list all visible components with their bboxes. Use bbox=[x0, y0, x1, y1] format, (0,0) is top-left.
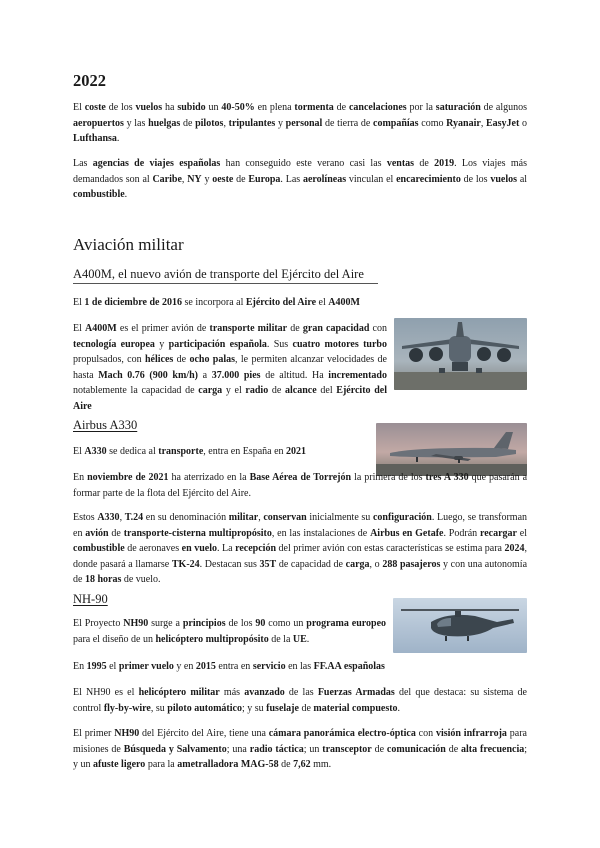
text: de aeronaves bbox=[124, 543, 182, 555]
text: , en las instalaciones de bbox=[271, 527, 371, 539]
bold-text: 1 de diciembre de 2016 bbox=[84, 297, 182, 308]
bold-text: helicóptero multipropósito bbox=[155, 633, 269, 645]
text: de los bbox=[225, 618, 256, 629]
text: de bbox=[173, 354, 190, 366]
bold-text: piloto automático bbox=[167, 702, 242, 714]
text: ha bbox=[162, 102, 178, 113]
text: y bbox=[154, 338, 169, 350]
bold-text: militar bbox=[228, 512, 259, 523]
bold-text: 18 horas bbox=[84, 574, 122, 586]
bold-text: 288 pasajeros bbox=[382, 558, 441, 570]
bold-text: 40-50% bbox=[221, 102, 255, 113]
bold-text: A330 bbox=[84, 446, 107, 457]
section-heading-aviacion-militar: Aviación militar bbox=[73, 235, 184, 254]
text: , bbox=[181, 173, 188, 185]
bold-text: recepción bbox=[235, 543, 277, 555]
bold-text: Ryanair bbox=[446, 117, 481, 129]
text: , donde pasará a llamarse bbox=[73, 543, 528, 570]
text: el bbox=[316, 297, 329, 308]
text: al bbox=[517, 173, 528, 185]
text: . bbox=[116, 133, 120, 145]
bold-text: EasyJet bbox=[486, 117, 520, 129]
bold-text: vuelos bbox=[135, 102, 163, 113]
bold-text: afuste ligero bbox=[93, 759, 146, 771]
bold-text: comunicación bbox=[386, 743, 446, 755]
nh90-photo bbox=[393, 598, 527, 653]
text: de bbox=[287, 323, 303, 334]
bold-text: 7,62 bbox=[293, 759, 311, 771]
bold-text: primer vuelo bbox=[118, 661, 174, 672]
bold-text: Caribe bbox=[152, 173, 182, 185]
text: de bbox=[298, 702, 314, 714]
text: . Podrán bbox=[443, 527, 480, 539]
a400m-heading-underline bbox=[73, 283, 378, 284]
bold-text: huelgas bbox=[148, 117, 181, 129]
a330-torrejon-paragraph bbox=[73, 470, 527, 501]
text: del que destaca: su sistema de control bbox=[73, 687, 527, 714]
text: , bbox=[480, 117, 486, 129]
text: como bbox=[418, 117, 447, 129]
paragraph-travel-agencies bbox=[73, 156, 527, 203]
bold-text: Airbus en Getafe bbox=[370, 527, 444, 539]
text: un bbox=[205, 102, 222, 113]
text: , bbox=[119, 512, 125, 523]
text: y con una autonomía de bbox=[73, 558, 528, 586]
bold-text: principios bbox=[182, 618, 226, 629]
bold-text: Fuerzas Armadas bbox=[317, 687, 395, 698]
bold-text: FF.AA españolas bbox=[313, 661, 385, 672]
text: . La bbox=[216, 543, 236, 555]
bold-text: subido bbox=[177, 102, 206, 113]
text: por la bbox=[406, 102, 436, 113]
nh90-features-paragraph bbox=[73, 685, 527, 716]
text: de vuelo. bbox=[121, 574, 161, 586]
text: se dedica al bbox=[106, 446, 159, 457]
text: ha aterrizado en la bbox=[168, 472, 250, 483]
bold-text: Ejército del Aire bbox=[245, 297, 317, 308]
bold-text: cancelaciones bbox=[348, 102, 407, 113]
nh90-project-paragraph bbox=[73, 616, 386, 647]
text: el bbox=[106, 661, 119, 672]
text: se incorpora al bbox=[181, 297, 246, 308]
a400m-description-paragraph bbox=[73, 321, 387, 415]
a330-conversion-paragraph bbox=[73, 510, 527, 588]
bold-text: NH90 bbox=[123, 618, 149, 629]
text: a bbox=[197, 369, 212, 381]
text: para la bbox=[145, 759, 178, 771]
bold-text: incrementado bbox=[328, 369, 387, 381]
text: de bbox=[233, 173, 249, 185]
bold-text: fly-by-wire bbox=[103, 702, 151, 714]
bold-text: alcance bbox=[285, 385, 317, 397]
text: ; un bbox=[303, 743, 323, 755]
bold-text: agencias de viajes españolas bbox=[92, 158, 221, 169]
paragraph-flight-costes bbox=[73, 100, 527, 147]
bold-text: TK-24 bbox=[171, 558, 200, 570]
bold-text: tormenta bbox=[294, 102, 334, 113]
text: de bbox=[268, 385, 286, 397]
bold-text: Europa bbox=[248, 173, 281, 185]
bold-text: 2024 bbox=[504, 543, 525, 555]
text: de bbox=[371, 743, 387, 755]
bold-text: aeropuertos bbox=[73, 117, 124, 129]
text: de los bbox=[105, 102, 136, 113]
text: es el primer avión de bbox=[116, 323, 210, 334]
text: . Las bbox=[280, 173, 303, 185]
bold-text: Mach 0.76 (900 km/h) bbox=[98, 369, 198, 381]
bold-text: NY bbox=[187, 173, 202, 185]
text: , entra en España en bbox=[203, 446, 287, 457]
bold-text: 1995 bbox=[86, 661, 107, 672]
bold-text: cámara panorámica electro-óptica bbox=[268, 728, 416, 739]
bold-text: hélices bbox=[144, 354, 174, 366]
a400m-heading: A400M, el nuevo avión de transporte del Ejército del Aire bbox=[73, 267, 364, 281]
text: del Ejército del Aire, tiene una bbox=[139, 728, 269, 739]
text: para el diseño de un bbox=[73, 633, 156, 645]
text: de bbox=[445, 743, 462, 755]
text: ; y un bbox=[73, 743, 528, 771]
text: El bbox=[73, 446, 85, 457]
bold-text: Base Aérea de Torrejón bbox=[249, 472, 352, 483]
text: propulsados, con bbox=[73, 354, 145, 366]
text: de capacidad de bbox=[276, 558, 346, 570]
bold-text: avanzado bbox=[244, 687, 285, 698]
bold-text: compañías bbox=[373, 117, 419, 129]
text: de la bbox=[268, 633, 293, 645]
nh90-heading: NH-90 bbox=[73, 592, 108, 606]
bold-text: carga bbox=[345, 558, 370, 570]
bold-text: transceptor bbox=[322, 743, 372, 755]
bold-text: 2015 bbox=[195, 661, 216, 672]
bold-text: Lufthansa bbox=[73, 133, 117, 145]
bold-text: NH90 bbox=[114, 728, 140, 739]
a400m-intro-paragraph bbox=[73, 295, 527, 311]
text: , o bbox=[369, 558, 383, 570]
bold-text: 90 bbox=[255, 618, 266, 629]
bold-text: transporte bbox=[158, 446, 204, 457]
text: y bbox=[275, 117, 286, 129]
bold-text: aerolíneas bbox=[302, 173, 347, 185]
bold-text: transporte militar bbox=[209, 323, 288, 334]
bold-text: encarecimiento bbox=[396, 173, 461, 185]
text: como un bbox=[265, 618, 307, 629]
bold-text: 35T bbox=[259, 558, 277, 570]
bold-text: pilotos bbox=[195, 117, 224, 129]
text: en plena bbox=[254, 102, 295, 113]
text: de los bbox=[460, 173, 491, 185]
text: de bbox=[108, 527, 124, 539]
bold-text: tripulantes bbox=[228, 117, 276, 129]
text: de algunos bbox=[480, 102, 528, 113]
text: en las bbox=[285, 661, 314, 672]
bold-text: visión infrarroja bbox=[435, 728, 507, 739]
text: la primera de los bbox=[351, 472, 426, 483]
bold-text: avión bbox=[85, 527, 109, 539]
bold-text: oeste bbox=[212, 173, 234, 185]
text: El primer bbox=[73, 728, 115, 739]
text: El bbox=[73, 323, 86, 334]
text: de altitud. Ha bbox=[260, 369, 329, 381]
nh90-equipment-paragraph bbox=[73, 726, 527, 773]
a400m-photo bbox=[394, 318, 527, 390]
text: ; una bbox=[226, 743, 250, 755]
bold-text: combustible bbox=[73, 189, 125, 201]
nh90-first-flight-paragraph bbox=[73, 659, 527, 675]
text: que pasarán a formar parte de la flota del Ejército del Aire. bbox=[73, 472, 528, 499]
text: , le permiten alcanzar velocidades de hasta bbox=[73, 354, 387, 381]
text: de bbox=[333, 102, 349, 113]
bold-text: participación española bbox=[168, 338, 267, 350]
text: del bbox=[316, 385, 337, 397]
text: para misiones de bbox=[73, 728, 527, 755]
text: más bbox=[219, 687, 245, 698]
text: , bbox=[258, 512, 264, 523]
text: . Destacan sus bbox=[199, 558, 260, 570]
text: en su denominación bbox=[143, 512, 229, 523]
text: el bbox=[516, 527, 527, 539]
bold-text: T.24 bbox=[124, 512, 144, 523]
text: entra en bbox=[215, 661, 253, 672]
bold-text: material compuesto bbox=[313, 702, 398, 714]
text: notablemente la capacidad de bbox=[73, 385, 199, 397]
bold-text: transporte-cisterna multipropósito bbox=[123, 527, 272, 539]
bold-text: UE bbox=[292, 633, 307, 645]
bold-text: ocho palas bbox=[189, 354, 236, 366]
bold-text: personal bbox=[285, 117, 323, 129]
text: . bbox=[306, 633, 310, 645]
text: mm. bbox=[310, 759, 332, 771]
bold-text: tecnología europea bbox=[73, 338, 155, 350]
text: y el bbox=[222, 385, 246, 397]
text: . Sus bbox=[266, 338, 293, 350]
text: , bbox=[223, 117, 229, 129]
text: El bbox=[73, 297, 85, 308]
text: y en bbox=[173, 661, 196, 672]
a400m-aircraft-image bbox=[394, 318, 527, 390]
text: del primer avión con estas características se estima para bbox=[276, 543, 505, 555]
text: de las bbox=[284, 687, 318, 698]
bold-text: vuelos bbox=[490, 173, 518, 185]
bold-text: 37.000 pies bbox=[211, 369, 261, 381]
bold-text: conservan bbox=[263, 512, 307, 523]
bold-text: configuración bbox=[372, 512, 432, 523]
text: . Los viajes más demandados son al bbox=[73, 158, 527, 185]
bold-text: alta frecuencia bbox=[461, 743, 525, 755]
text: con bbox=[415, 728, 436, 739]
text: y las bbox=[123, 117, 149, 129]
text: . Luego, se transforman en bbox=[73, 512, 528, 539]
bold-text: ametralladora MAG-58 bbox=[177, 759, 279, 771]
text: de tierra de bbox=[322, 117, 374, 129]
text: , su bbox=[150, 702, 168, 714]
bold-text: radio bbox=[245, 385, 269, 397]
a330-heading: Airbus A330 bbox=[73, 418, 138, 432]
text: Estos bbox=[73, 512, 98, 523]
text: El Proyecto bbox=[73, 618, 124, 629]
bold-text: combustible bbox=[73, 543, 125, 555]
text: de bbox=[414, 158, 435, 169]
bold-text: 2019 bbox=[434, 158, 455, 169]
text: En bbox=[73, 661, 87, 672]
bold-text: radio táctica bbox=[249, 743, 304, 755]
text: han conseguido este verano casi las bbox=[220, 158, 387, 169]
bold-text: cuatro motores turbo bbox=[292, 338, 387, 350]
bold-text: A330 bbox=[97, 512, 120, 523]
bold-text: Búsqueda y Salvamento bbox=[123, 743, 227, 755]
bold-text: helicóptero militar bbox=[138, 687, 220, 698]
text: El NH90 es el bbox=[73, 687, 139, 698]
bold-text: Ejército del Aire bbox=[73, 385, 387, 412]
bold-text: programa europeo bbox=[306, 618, 387, 629]
bold-text: A400M bbox=[328, 297, 360, 308]
bold-text: coste bbox=[84, 102, 106, 113]
text: Las bbox=[73, 158, 93, 169]
text: El bbox=[73, 102, 85, 113]
bold-text: carga bbox=[198, 385, 223, 397]
text: surge a bbox=[148, 618, 183, 629]
bold-text: en vuelo bbox=[181, 543, 217, 555]
text: ; y su bbox=[241, 702, 267, 714]
bold-text: fuselaje bbox=[266, 702, 299, 714]
bold-text: 2021 bbox=[286, 446, 307, 457]
text: con bbox=[369, 323, 387, 334]
bold-text: tres A 330 bbox=[425, 472, 469, 483]
bold-text: ventas bbox=[386, 158, 415, 169]
bold-text: recargar bbox=[479, 527, 517, 539]
text: vinculan el bbox=[346, 173, 397, 185]
nh90-helicopter-image bbox=[393, 598, 527, 653]
text: y bbox=[201, 173, 213, 185]
a330-intro-paragraph bbox=[73, 444, 527, 460]
year-heading: 2022 bbox=[73, 71, 106, 90]
bold-text: noviembre de 2021 bbox=[87, 472, 169, 483]
bold-text: A400M bbox=[85, 323, 117, 334]
text: de bbox=[278, 759, 294, 771]
bold-text: saturación bbox=[435, 102, 481, 113]
text: de bbox=[180, 117, 196, 129]
text: . bbox=[124, 189, 128, 201]
text: inicialmente su bbox=[306, 512, 373, 523]
text: En bbox=[73, 472, 88, 483]
bold-text: servicio bbox=[252, 661, 286, 672]
text: o bbox=[519, 117, 528, 129]
text: . bbox=[397, 702, 401, 714]
bold-text: gran capacidad bbox=[302, 323, 370, 334]
